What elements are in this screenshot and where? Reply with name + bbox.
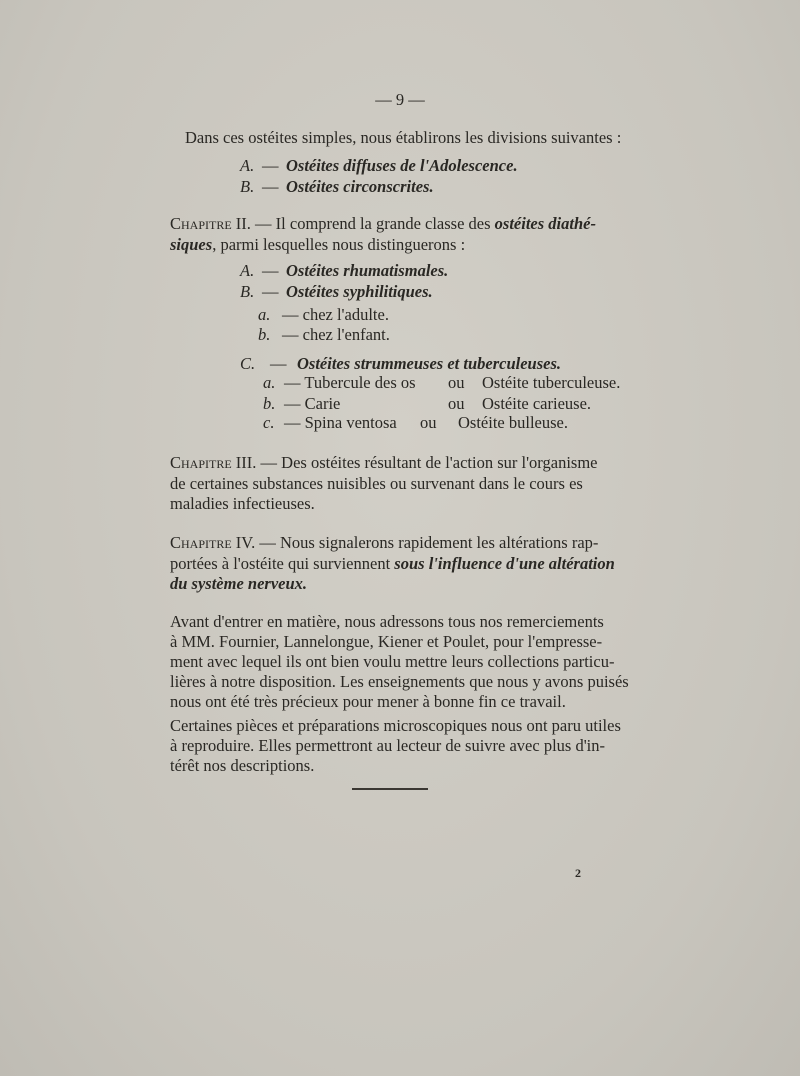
chapter-4-text-2: portées à l'ostéite qui surviennent: [170, 554, 395, 573]
sub-c-a-left: — Tubercule des os: [284, 373, 416, 392]
para1-line-2: à MM. Fournier, Lannelongue, Kiener et Poulet, pour l'empresse-: [170, 632, 603, 651]
intro-line: Dans ces ostéites simples, nous établirons les divisions suivantes :: [185, 128, 622, 147]
signature-mark: 2: [575, 866, 581, 880]
sub-c-b-left: — Carie: [284, 394, 341, 413]
chapter-2-text-2: , parmi lesquelles nous distinguerons :: [212, 235, 466, 254]
sub-b-a-text: — chez l'adulte.: [282, 305, 389, 324]
list1-item-b-letter: B.: [240, 177, 255, 196]
list1-item-a-text: Ostéites diffuses de l'Adolescence.: [286, 156, 518, 175]
list2-item-b-text: Ostéites syphilitiques.: [286, 282, 433, 301]
list-c-dash: —: [270, 354, 287, 373]
chapter-4-em-3: du système nerveux.: [170, 574, 308, 593]
sub-b-a-letter: a.: [258, 305, 271, 324]
chapter-2-label: Chapitre II.: [170, 214, 251, 233]
chapter-2-em-2: siques: [170, 235, 213, 254]
para2-line-1: Certaines pièces et préparations microscopiques nous ont paru utiles: [170, 716, 621, 735]
page-number: — 9 —: [375, 90, 425, 109]
sub-c-a-right: Ostéite tuberculeuse.: [482, 373, 621, 392]
list-c-letter: C.: [240, 354, 256, 373]
sub-c-c-left: — Spina ventosa: [284, 413, 397, 432]
sub-b-b-letter: b.: [258, 325, 271, 344]
list2-item-b-letter: B.: [240, 282, 255, 301]
sub-c-b-letter: b.: [263, 394, 276, 413]
list1-item-b-text: Ostéites circonscrites.: [286, 177, 434, 196]
chapter-4-label: Chapitre IV.: [170, 533, 256, 552]
closing-rule: [352, 788, 428, 790]
para2-line-2: à reproduire. Elles permettront au lecteur de suivre avec plus d'in-: [170, 736, 606, 755]
para1-line-4: lières à notre disposition. Les enseignements que nous y avons puisés: [170, 672, 629, 691]
list-c-text: Ostéites strummeuses et tuberculeuses.: [297, 354, 562, 373]
chapter-2-text-1: — Il comprend la grande classe des: [255, 214, 495, 233]
list2-item-a-text: Ostéites rhumatismales.: [286, 261, 449, 280]
sub-c-b-ou: ou: [448, 394, 465, 413]
para1-line-3: ment avec lequel ils ont bien voulu mettre leurs collections particu-: [170, 652, 615, 671]
sub-c-c-ou: ou: [420, 413, 437, 432]
list2-item-a-dash: —: [262, 261, 279, 280]
chapter-2-line-1: [170, 214, 596, 234]
chapter-2-em-1: ostéites diathé-: [494, 214, 596, 233]
chapter-4-em-2: sous l'influence d'une altération: [394, 554, 615, 573]
chapter-4-line-1: [170, 533, 598, 553]
list2-item-b-dash: —: [262, 282, 279, 301]
list2-item-a-letter: A.: [240, 261, 255, 280]
chapter-3-line-3: maladies infectieuses.: [170, 494, 315, 513]
para2-line-3: térêt nos descriptions.: [170, 756, 315, 775]
sub-c-c-right: Ostéite bulleuse.: [458, 413, 568, 432]
sub-c-c-letter: c.: [263, 413, 275, 432]
chapter-3-text-1: — Des ostéites résultant de l'action sur l'organisme: [260, 453, 598, 472]
para1-line-1: Avant d'entrer en matière, nous adressons tous nos remerciements: [170, 612, 604, 631]
list1-item-a-letter: A.: [240, 156, 255, 175]
list1-item-a-dash: —: [262, 156, 279, 175]
sub-c-a-letter: a.: [263, 373, 276, 392]
para1-line-5: nous ont été très précieux pour mener à bonne fin ce travail.: [170, 692, 566, 711]
sub-c-a-ou: ou: [448, 373, 465, 392]
chapter-2-line-2: [170, 235, 465, 255]
chapter-3-line-2: de certaines substances nuisibles ou survenant dans le cours es: [170, 474, 583, 493]
chapter-4-text-1: — Nous signalerons rapidement les altérations rap-: [259, 533, 599, 552]
list1-item-b-dash: —: [262, 177, 279, 196]
chapter-3-label: Chapitre III.: [170, 453, 257, 472]
chapter-3-line-1: [170, 453, 597, 473]
chapter-4-line-2: [170, 554, 615, 574]
sub-c-b-right: Ostéite carieuse.: [482, 394, 592, 413]
sub-b-b-text: — chez l'enfant.: [282, 325, 390, 344]
